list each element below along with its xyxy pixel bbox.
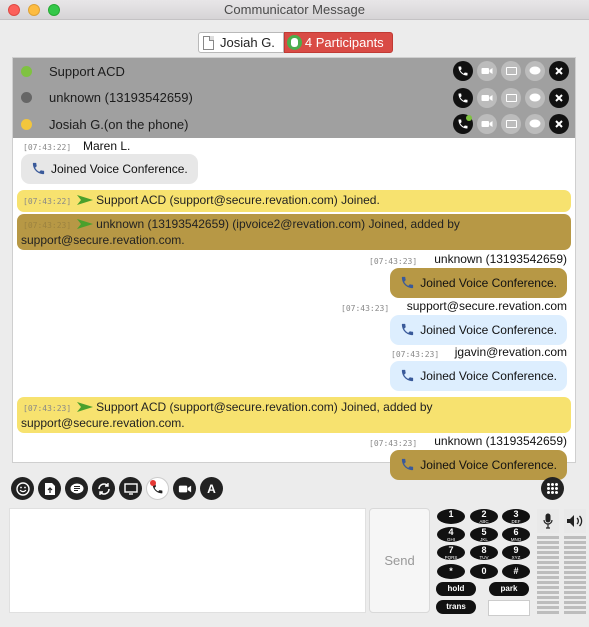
chat-icon[interactable] [525,114,545,134]
participants-icon [287,35,302,50]
message-bubble [390,450,567,480]
file-transfer-icon[interactable] [38,477,61,500]
message-timestamp: [07:43:22] [23,196,72,206]
dialpad-toggle-icon[interactable] [541,477,564,500]
phone-call-icon[interactable] [453,88,473,108]
keypad-key-3[interactable]: 3 DEF [502,509,530,524]
conversation-panel [12,57,576,472]
video-icon[interactable] [173,477,196,500]
font-icon[interactable]: A [200,477,223,500]
chat-icon[interactable] [525,61,545,81]
phone-call-icon[interactable] [453,61,473,81]
speaker-level-meter[interactable] [564,536,586,616]
system-message [17,190,571,212]
remove-participant-icon[interactable] [549,114,569,134]
tab-participants[interactable] [284,32,393,53]
chat-icon[interactable] [525,88,545,108]
message-bubble [390,315,567,345]
remove-participant-icon[interactable] [549,61,569,81]
phone-active-icon[interactable] [453,114,473,134]
message-sender: unknown (13193542659) [434,433,567,448]
system-message [17,397,571,433]
message-text: Joined Voice Conference. [51,161,188,176]
message-text: Joined Voice Conference. [420,322,557,337]
join-arrow-icon [77,401,93,413]
tab-participants-label: 4 Participants [304,35,384,50]
message-sender: Maren L. [83,138,131,153]
keypad-key-2[interactable]: 2 ABC [470,509,498,524]
message-bubble [390,268,567,298]
message-timestamp: [07:43:23] [23,220,72,230]
tab-person-label: Josiah G. [220,35,275,50]
message-sender: unknown (13193542659) [434,251,567,266]
hold-button[interactable]: hold [436,582,476,596]
remove-participant-icon[interactable] [549,88,569,108]
phone-icon [400,322,415,337]
video-icon[interactable] [477,88,497,108]
phone-icon[interactable] [146,477,169,500]
message-list[interactable] [13,138,575,472]
status-indicator [21,119,32,130]
message-timestamp: [07:43:22] [23,142,72,152]
message-sender: support@secure.revation.com [406,298,567,313]
window-title: Communicator Message [224,2,365,17]
system-text: Support ACD (support@secure.revation.com) Joined. [96,192,380,207]
speaker-icon[interactable] [564,509,586,533]
message-text: Joined Voice Conference. [420,457,557,472]
phone-icon [31,161,46,176]
microphone-level-meter[interactable] [537,536,559,616]
microphone-icon[interactable] [537,509,559,533]
screen-share-icon[interactable] [501,61,521,81]
keypad-key-9[interactable]: 9 XYZ [502,545,530,560]
screen-share-icon[interactable] [119,477,142,500]
keypad-key-6[interactable]: 6 MNO [502,527,530,542]
participant-row [13,85,575,112]
participant-list [13,58,575,138]
message-text: Joined Voice Conference. [420,368,557,383]
join-arrow-icon [77,218,93,230]
phone-icon [400,457,415,472]
keypad-key-4[interactable]: 4 GHI [437,527,465,542]
keypad-key-1[interactable]: 1 [437,509,465,524]
keypad-key-7[interactable]: 7 PQRS [437,545,465,560]
keypad-key-5[interactable]: 5 JKL [470,527,498,542]
message-input[interactable] [9,508,366,613]
conversation-tabs [198,32,393,53]
keypad-key-star[interactable]: * [437,564,465,579]
message-bubble [390,361,567,391]
keypad-key-8[interactable]: 8 TUV [470,545,498,560]
transfer-button[interactable]: trans [436,600,476,614]
message-timestamp: [07:43:23] [341,303,390,313]
video-icon[interactable] [477,114,497,134]
participant-name: Josiah G.(on the phone) [49,116,189,132]
message-sender: jgavin@revation.com [454,344,567,359]
park-button[interactable]: park [489,582,529,596]
message-bubble [21,154,198,184]
screen-share-icon[interactable] [501,114,521,134]
status-indicator [21,66,32,77]
transfer-icon[interactable] [92,477,115,500]
join-arrow-icon [77,194,93,206]
title-bar [0,0,589,20]
message-timestamp: [07:43:23] [391,349,440,359]
keypad-key-hash[interactable]: # [502,564,530,579]
chat-icon[interactable] [65,477,88,500]
send-button[interactable]: Send [369,508,430,613]
participant-name: unknown (13193542659) [49,90,193,106]
keypad-key-0[interactable]: 0 [470,564,498,579]
system-text: unknown (13193542659) (ipvoice2@revation.com) Joined, added by support@secure.revation.com. [21,216,460,247]
system-text: Support ACD (support@secure.revation.com) Joined, added by support@secure.revation.com. [21,399,433,430]
participant-row [13,58,575,85]
tab-person[interactable] [198,32,284,53]
document-icon [203,36,214,50]
phone-icon [400,368,415,383]
status-indicator [21,92,32,103]
message-text: Joined Voice Conference. [420,275,557,290]
message-timestamp: [07:43:23] [23,403,72,413]
compose-toolbar [11,477,223,500]
message-timestamp: [07:43:23] [369,256,418,266]
participant-row [13,111,575,138]
phone-icon [400,275,415,290]
system-message [17,214,571,250]
participant-name: Support ACD [49,63,125,79]
screen-share-icon[interactable] [501,88,521,108]
video-icon[interactable] [477,61,497,81]
dial-number-input[interactable] [488,600,530,616]
emoji-icon[interactable] [11,477,34,500]
message-timestamp: [07:43:23] [369,438,418,448]
